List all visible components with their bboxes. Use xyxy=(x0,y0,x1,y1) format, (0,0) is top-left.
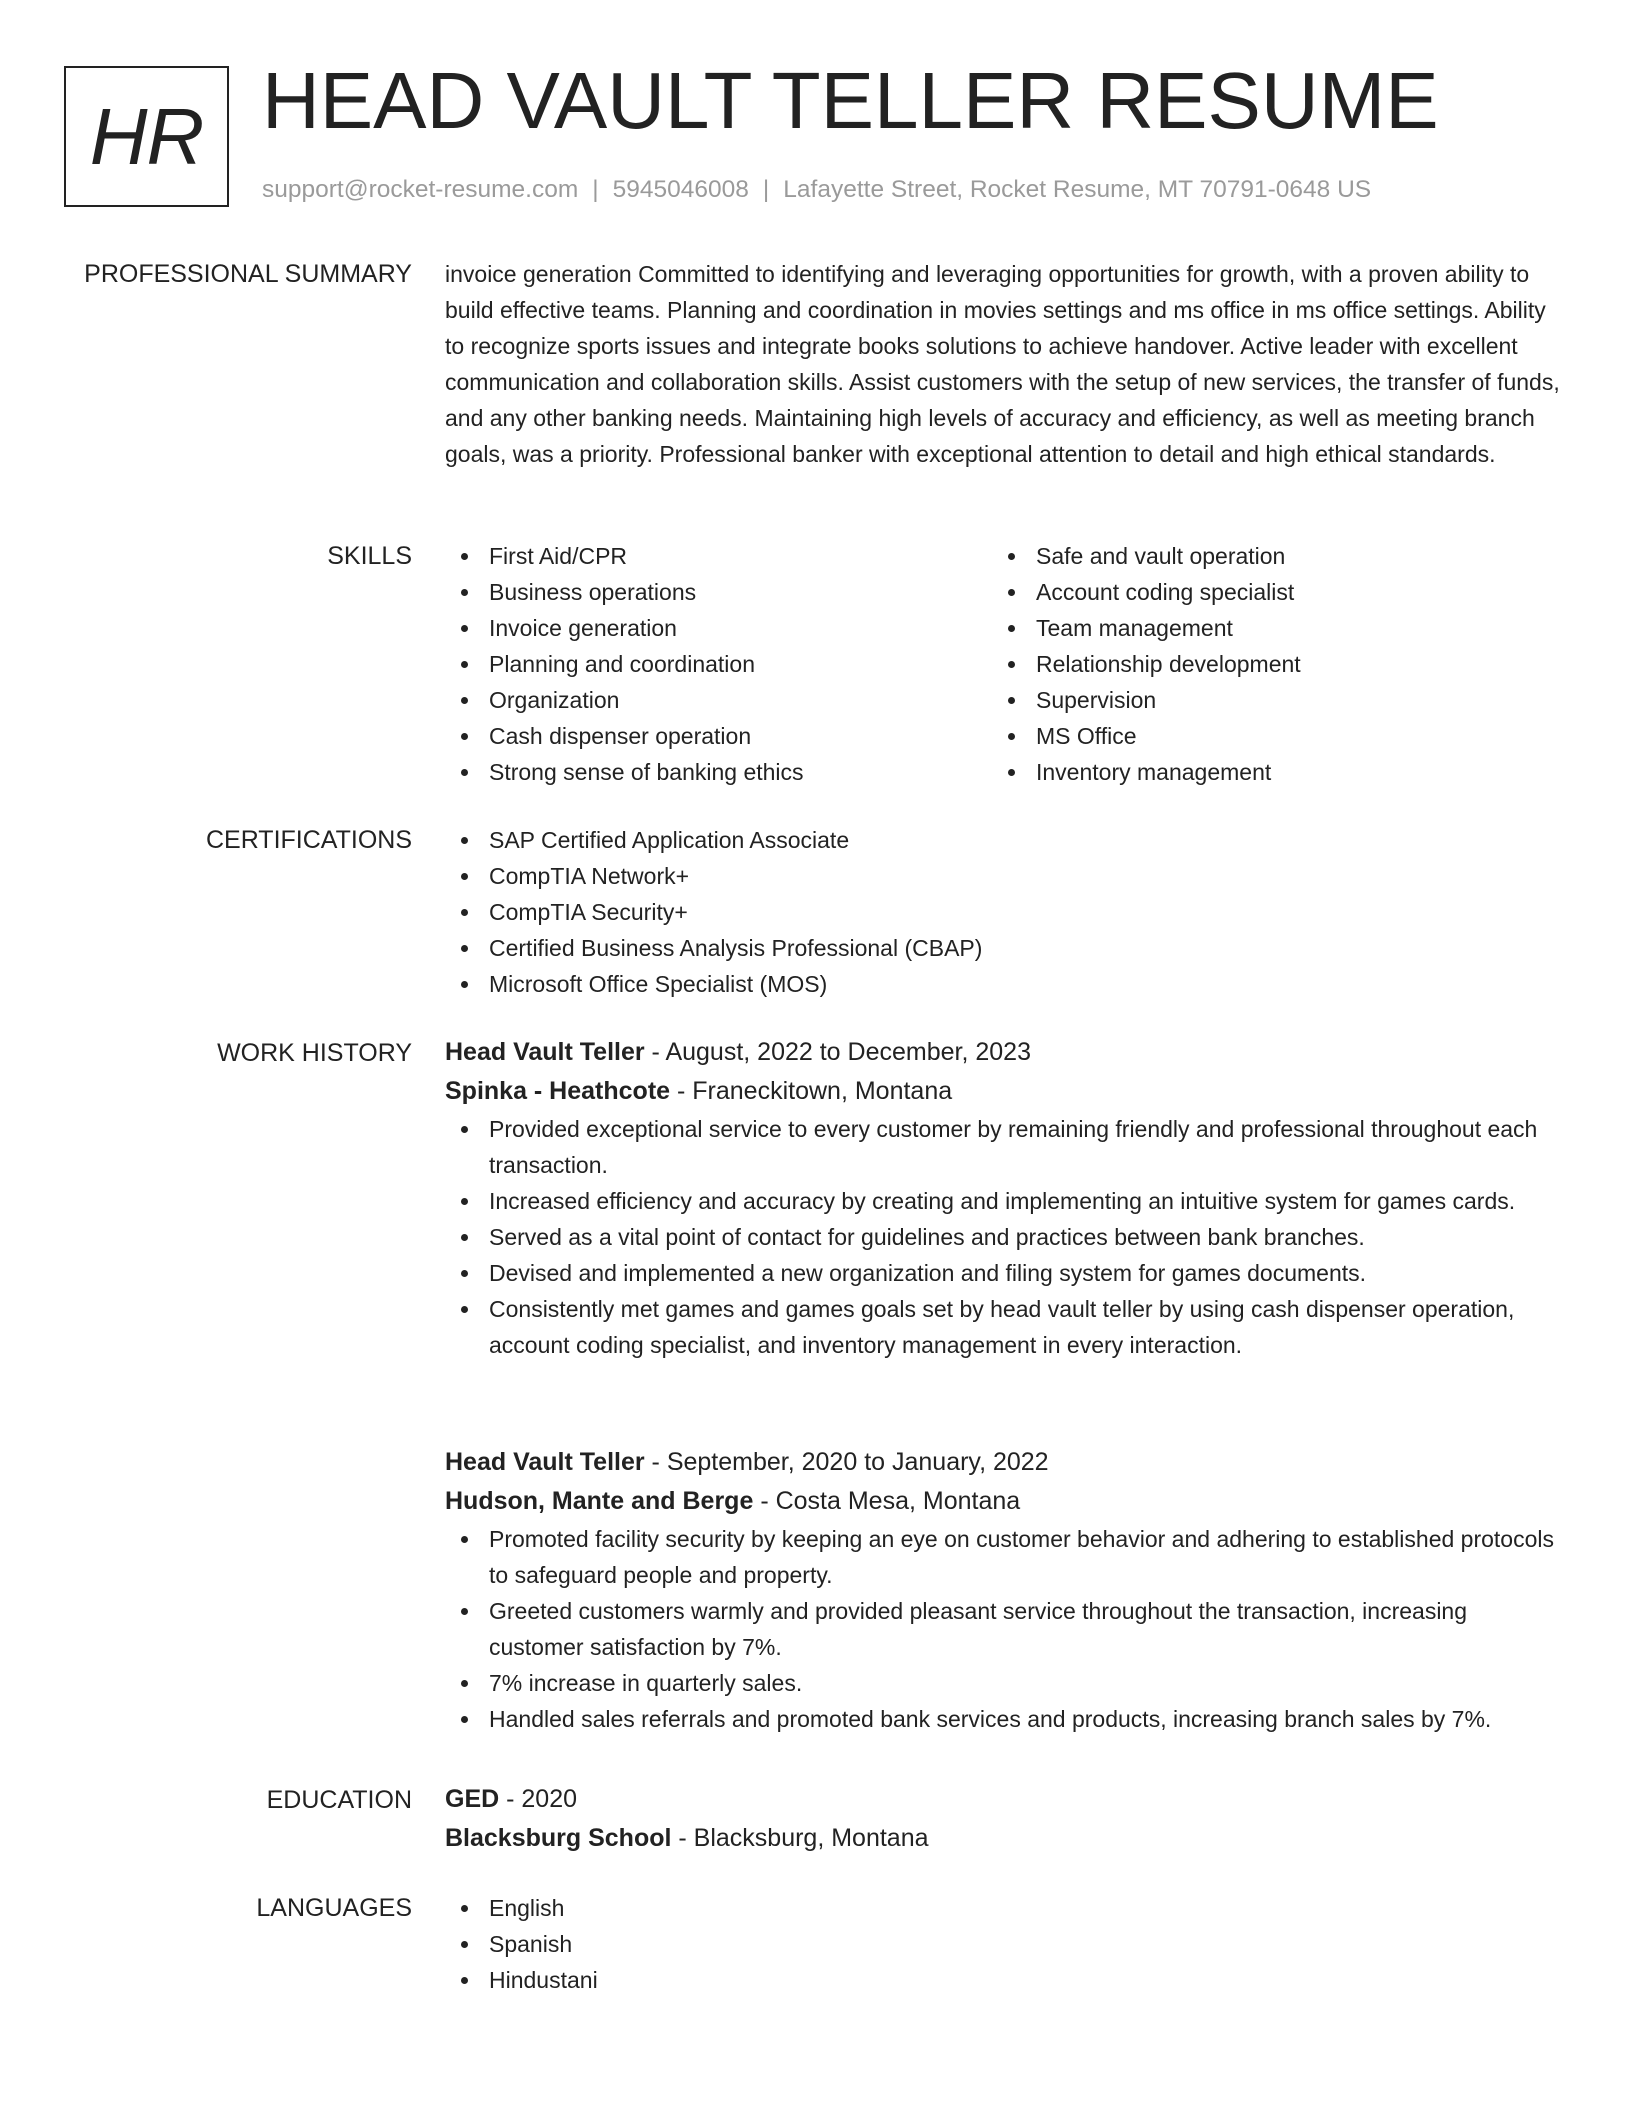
skill-item: First Aid/CPR xyxy=(445,538,992,574)
skill-item: Planning and coordination xyxy=(445,646,992,682)
skills-list-left xyxy=(445,538,992,790)
job-location: - Franeckitown, Montana xyxy=(670,1077,953,1105)
job-bullet: Devised and implemented a new organization and filing system for games documents. xyxy=(445,1255,1565,1291)
section-label-education: EDUCATION xyxy=(266,1786,412,1814)
skill-item: Relationship development xyxy=(992,646,1539,682)
skill-item: Invoice generation xyxy=(445,610,992,646)
section-label-work-history: WORK HISTORY xyxy=(217,1039,412,1067)
education-year: - 2020 xyxy=(499,1785,578,1813)
contact-address: Lafayette Street, Rocket Resume, MT 70791-0648 US xyxy=(783,176,1372,203)
certification-item: CompTIA Network+ xyxy=(445,858,1565,894)
certification-item: Certified Business Analysis Professional (CBAP) xyxy=(445,930,1565,966)
job-company-line xyxy=(445,1481,1565,1521)
job-bullet: Handled sales referrals and promoted bank services and products, increasing branch sales by 7%. xyxy=(445,1701,1565,1737)
skill-item: Strong sense of banking ethics xyxy=(445,754,992,790)
education-school-line xyxy=(445,1818,1565,1858)
contact-line xyxy=(262,174,1371,206)
section-label-certifications: CERTIFICATIONS xyxy=(205,826,412,854)
job-bullet: Served as a vital point of contact for guidelines and practices between bank branches. xyxy=(445,1219,1565,1255)
languages-list xyxy=(445,1890,1565,1998)
job-title-line xyxy=(445,1443,1565,1481)
contact-separator: | xyxy=(762,176,770,203)
language-item: English xyxy=(445,1890,1565,1926)
certifications-section xyxy=(445,822,1565,1002)
job-company-line xyxy=(445,1071,1565,1111)
job-bullets xyxy=(445,1111,1565,1363)
certification-item: SAP Certified Application Associate xyxy=(445,822,1565,858)
summary-text: invoice generation Committed to identifying and leveraging opportunities for growth, with a proven ability to build effective teams. Planning and coordination in movies settings and ms office in ms office settings. Ability to recognize sports issues and integrate books solutions to achieve handover. Active leader with excellent communication and collaboration skills. Assist customers with the setup of new services, the transfer of funds, and any other banking needs. Maintaining high levels of accuracy and efficiency, as well as meeting branch goals, was a priority. Professional banker with exceptional attention to detail and high ethical standards. xyxy=(445,261,1560,467)
job-company: Spinka - Heathcote xyxy=(445,1077,671,1105)
education-section xyxy=(445,1780,1565,1858)
job-bullets xyxy=(445,1521,1565,1737)
skill-item: Safe and vault operation xyxy=(992,538,1539,574)
certification-item: CompTIA Security+ xyxy=(445,894,1565,930)
job-title: Head Vault Teller xyxy=(445,1448,645,1476)
skill-item: Cash dispenser operation xyxy=(445,718,992,754)
job-location: - Costa Mesa, Montana xyxy=(753,1487,1021,1515)
job-bullet: Increased efficiency and accuracy by creating and implementing an intuitive system for games cards. xyxy=(445,1183,1565,1219)
skills-section xyxy=(445,538,1565,790)
skill-item: Supervision xyxy=(992,682,1539,718)
job-title: Head Vault Teller xyxy=(445,1038,645,1066)
skill-item: Business operations xyxy=(445,574,992,610)
job-bullet: Greeted customers warmly and provided pleasant service throughout the transaction, increasing customer satisfaction by 7%. xyxy=(445,1593,1565,1665)
languages-section xyxy=(445,1890,1565,1998)
certification-item: Microsoft Office Specialist (MOS) xyxy=(445,966,1565,1002)
job-title-line xyxy=(445,1033,1565,1071)
resume-title: HEAD VAULT TELLER RESUME xyxy=(262,56,1439,145)
section-label-languages: LANGUAGES xyxy=(256,1894,412,1922)
skill-item: Team management xyxy=(992,610,1539,646)
skill-item: Inventory management xyxy=(992,754,1539,790)
certifications-list xyxy=(445,822,1565,1002)
contact-separator: | xyxy=(592,176,599,203)
skills-list-right xyxy=(992,538,1539,790)
education-degree-line xyxy=(445,1780,1565,1818)
job-dates: - September, 2020 to January, 2022 xyxy=(644,1448,1049,1476)
education-school: Blacksburg School xyxy=(445,1824,672,1852)
language-item: Spanish xyxy=(445,1926,1565,1962)
job-company: Hudson, Mante and Berge xyxy=(445,1487,754,1515)
job-bullet: Promoted facility security by keeping an eye on customer behavior and adhering to established protocols to safeguard people and property. xyxy=(445,1521,1565,1593)
education-location: - Blacksburg, Montana xyxy=(671,1824,929,1852)
work-job-2 xyxy=(445,1443,1565,1737)
skill-item: Organization xyxy=(445,682,992,718)
section-label-summary: PROFESSIONAL SUMMARY xyxy=(84,260,412,288)
job-bullet: Consistently met games and games goals set by head vault teller by using cash dispenser operation, account coding specialist, and inventory management in every interaction. xyxy=(445,1291,1565,1363)
language-item: Hindustani xyxy=(445,1962,1565,1998)
section-label-skills: SKILLS xyxy=(327,542,412,570)
contact-phone[interactable]: 5945046008 xyxy=(612,176,749,203)
contact-email[interactable]: support@rocket-resume.com xyxy=(262,176,579,203)
skill-item: MS Office xyxy=(992,718,1539,754)
job-dates: - August, 2022 to December, 2023 xyxy=(644,1038,1031,1066)
skill-item: Account coding specialist xyxy=(992,574,1539,610)
monogram-logo: HR xyxy=(64,66,229,207)
job-bullet: Provided exceptional service to every customer by remaining friendly and professional throughout each transaction. xyxy=(445,1111,1565,1183)
job-bullet: 7% increase in quarterly sales. xyxy=(445,1665,1565,1701)
work-job-1 xyxy=(445,1033,1565,1363)
summary-section xyxy=(445,256,1565,472)
education-degree: GED xyxy=(445,1785,500,1813)
